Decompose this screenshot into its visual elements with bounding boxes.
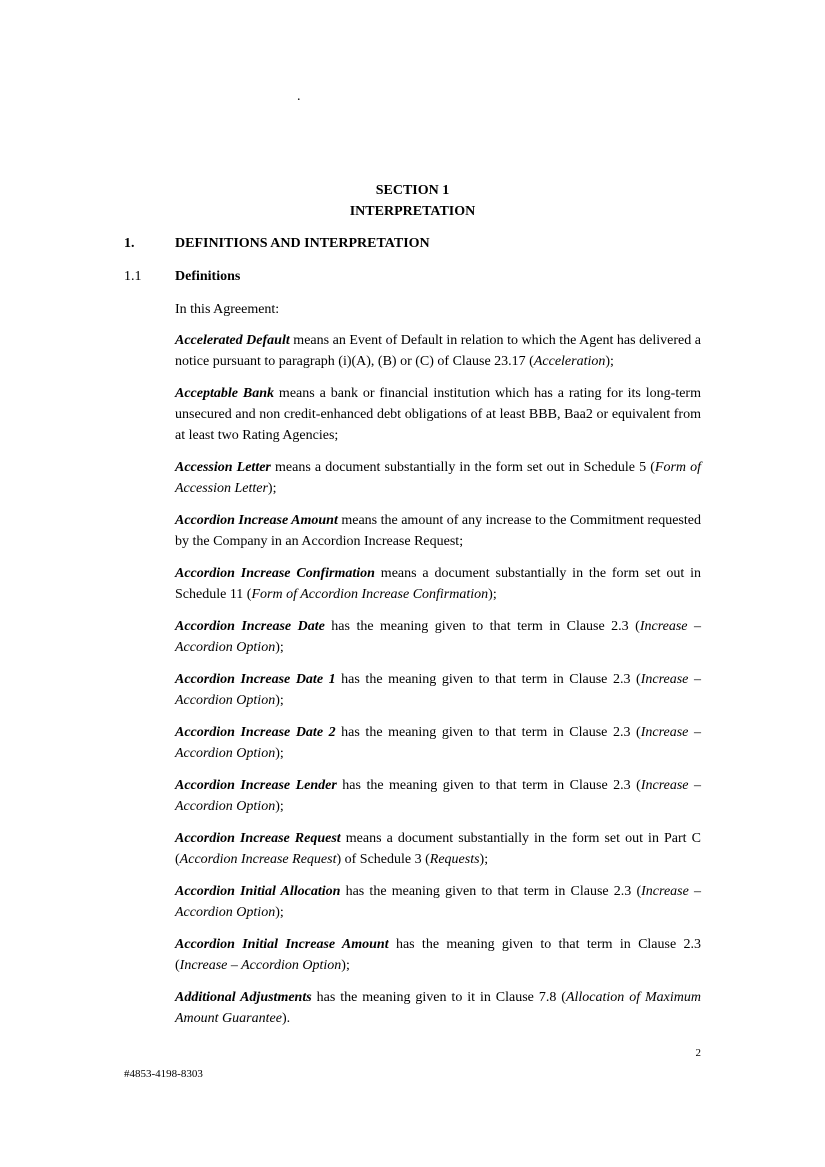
definition-paragraph — [175, 383, 701, 446]
italic-reference: Form of Accession Letter — [175, 460, 702, 496]
defined-term: Additional Adjustments — [175, 990, 312, 1005]
definition-text: ). — [281, 1011, 291, 1026]
definition-paragraph — [175, 669, 701, 711]
definition-paragraph — [175, 722, 701, 764]
italic-reference: Increase – Accordion Option — [175, 619, 701, 655]
definition-paragraph — [175, 330, 701, 372]
definition-paragraph — [175, 616, 701, 658]
definition-text: means an Event of Default in relation to which the Agent has delivered a notice pursuant to paragraph (i)(A), (B) or (C) of Clause 23.17 ( — [175, 333, 701, 369]
definitions-list — [124, 330, 701, 1029]
definition-text: has the meaning given to that term in Clause 2.3 ( — [335, 725, 641, 740]
defined-term: Accordion Initial Increase Amount — [175, 937, 389, 952]
definition-text: ); — [267, 481, 277, 496]
italic-reference: Increase – Accordion Option — [175, 884, 701, 920]
definition-text: ); — [488, 587, 497, 602]
definition-paragraph — [175, 510, 701, 552]
italic-reference: Allocation of Maximum Amount Guarantee — [175, 990, 702, 1026]
italic-reference: Increase – Accordion Option — [175, 672, 701, 708]
footer-reference: #4853-4198-8303 — [124, 1068, 203, 1080]
definition-text: has the meaning given to that term in Clause 2.3 ( — [324, 619, 640, 634]
definition-text: means a document substantially in the form set out in Schedule 11 ( — [175, 566, 701, 602]
definition-text: has the meaning given to it in Clause 7.8 ( — [311, 990, 566, 1005]
italic-reference: Increase – Accordion Option — [179, 958, 342, 973]
section-heading — [124, 180, 701, 222]
section-heading-line1: SECTION 1 — [375, 183, 450, 198]
definition-text: has the meaning given to that term in Clause 2.3 ( — [336, 778, 641, 793]
defined-term: Accordion Increase Request — [175, 831, 341, 846]
subclause-title: Definitions — [175, 269, 241, 284]
clause-title: DEFINITIONS AND INTERPRETATION — [175, 236, 430, 251]
definition-paragraph — [175, 563, 701, 605]
definition-text: ); — [275, 905, 284, 920]
defined-term: Accordion Initial Allocation — [175, 884, 341, 899]
definition-text: ) of Schedule 3 ( — [336, 852, 430, 867]
definition-text: has the meaning given to that term in Clause 2.3 ( — [335, 672, 641, 687]
definition-text: ); — [605, 354, 614, 369]
definition-text: means a bank or financial institution which has a rating for its long-term unsecured and non credit-enhanced debt obligations of at least BBB, Baa2 or equivalent from at least two Rating Agencies; — [175, 386, 701, 443]
definition-paragraph — [175, 987, 701, 1029]
defined-term: Accordion Increase Amount — [175, 513, 338, 528]
subclause-heading — [124, 266, 701, 287]
definition-paragraph — [175, 881, 701, 923]
defined-term: Accession Letter — [175, 460, 271, 475]
definition-text: has the meaning given to that term in Clause 2.3 ( — [340, 884, 642, 899]
defined-term: Accordion Increase Date 2 — [175, 725, 336, 740]
page-number: 2 — [695, 1047, 701, 1059]
defined-term: Acceptable Bank — [175, 386, 275, 401]
defined-term: Accordion Increase Confirmation — [175, 566, 375, 581]
defined-term: Accordion Increase Date — [175, 619, 325, 634]
clause-heading — [124, 233, 701, 254]
definition-paragraph — [175, 828, 701, 870]
italic-reference: Increase – Accordion Option — [175, 778, 701, 814]
definition-text: ); — [275, 799, 284, 814]
italic-reference: Form of Accordion Increase Confirmation — [251, 587, 489, 602]
italic-reference: Increase – Accordion Option — [175, 725, 701, 761]
definition-paragraph — [175, 934, 701, 976]
definition-text: means a document substantially in the form set out in Part C ( — [175, 831, 701, 867]
stray-mark: . — [297, 89, 301, 104]
italic-reference: Requests — [429, 852, 480, 867]
definition-text: ); — [341, 958, 350, 973]
definition-paragraph — [175, 457, 701, 499]
section-heading-line2: INTERPRETATION — [349, 204, 476, 219]
definition-text: means a document substantially in the form set out in Schedule 5 ( — [270, 460, 655, 475]
definition-text: means the amount of any increase to the Commitment requested by the Company in an Accordion Increase Request; — [175, 513, 701, 549]
defined-term: Accordion Increase Date 1 — [175, 672, 336, 687]
italic-reference: Accordion Increase Request — [179, 852, 337, 867]
intro-line: In this Agreement: — [175, 302, 280, 317]
definition-text: ); — [275, 640, 284, 655]
italic-reference: Acceleration — [533, 354, 606, 369]
defined-term: Accordion Increase Lender — [175, 778, 337, 793]
document-body — [124, 180, 701, 1040]
subclause-number: 1.1 — [124, 269, 142, 284]
definition-text: ); — [275, 693, 284, 708]
definition-paragraph — [175, 775, 701, 817]
clause-number: 1. — [124, 236, 135, 251]
definition-text: ); — [479, 852, 489, 867]
definition-text: has the meaning given to that term in Clause 2.3 ( — [175, 937, 701, 973]
defined-term: Accelerated Default — [175, 333, 290, 348]
definition-text: ); — [275, 746, 284, 761]
